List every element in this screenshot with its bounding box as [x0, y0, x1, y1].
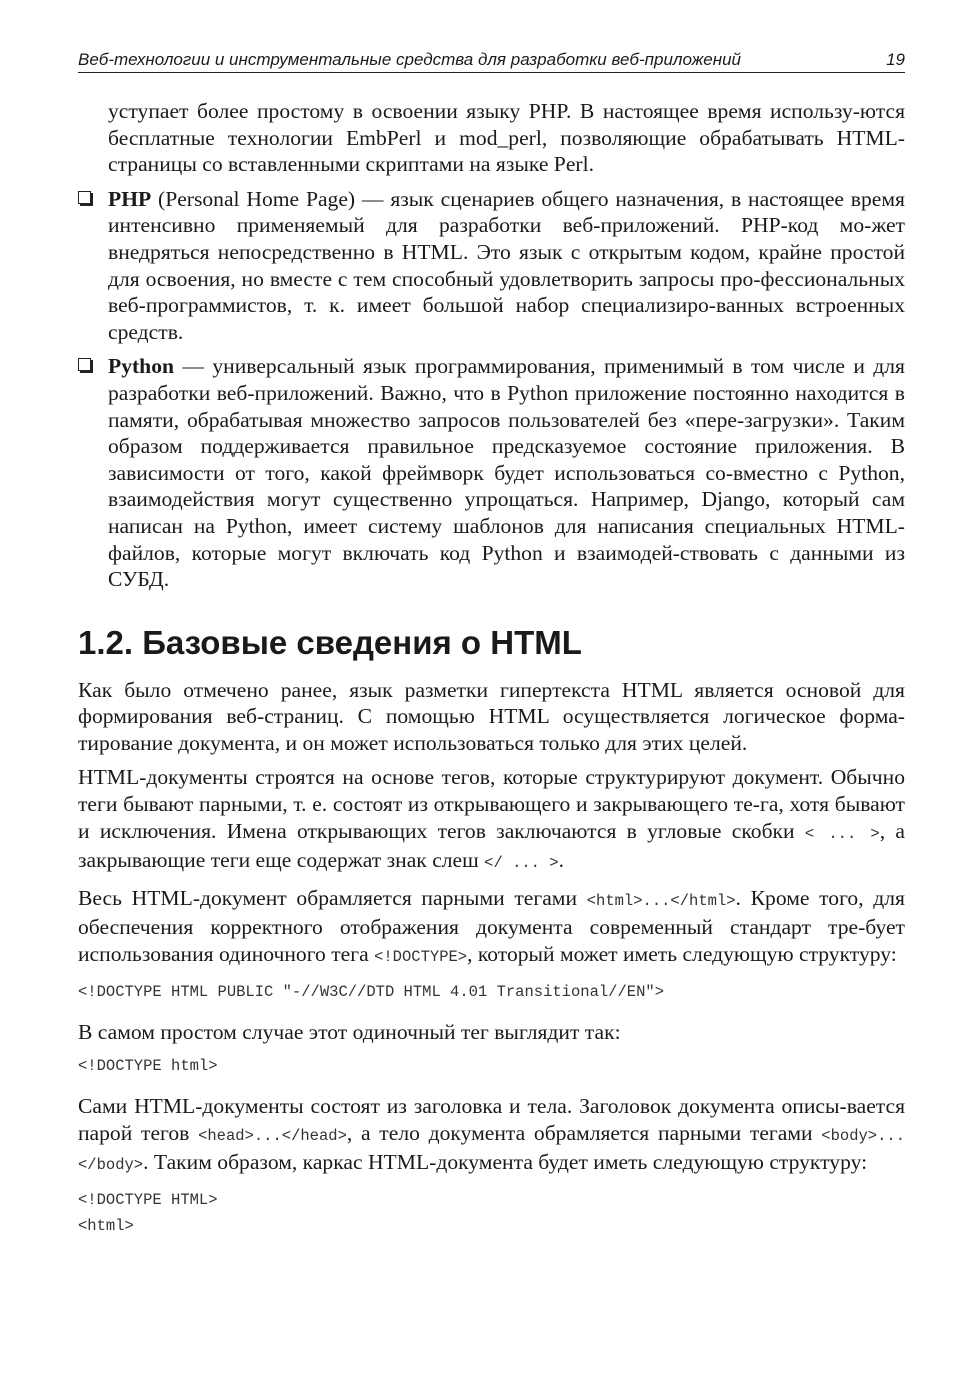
paragraph-text: HTML-документы строятся на основе тегов, которые структурируют документ. Обычно теги бывают парными, т. е. состоят из открывающего и закрывающего те-га, хотя бывают и исключения. Имена открывающих тегов заключаются в угловые скобки [78, 765, 905, 843]
inline-code: </ ... > [484, 854, 559, 873]
paragraph-text: , а закрывающие теги еще содержат знак слеш [78, 818, 905, 873]
paragraph [78, 1093, 905, 1179]
paragraph-text: . Таким образом, каркас HTML-документа будет иметь следующую структуру: [143, 1150, 868, 1175]
code-line: <html> [78, 1217, 134, 1235]
inline-code: < ... > [804, 824, 880, 843]
continued-paragraph: уступает более простому в освоении языку PHP. В настоящее время использу-ются бесплатные технологии EmbPerl и mod_perl, позволяющие обрабатывать HTML-страницы со вставленными скриптами на языке Perl. [108, 99, 905, 177]
inline-code: <!DOCTYPE> [374, 948, 468, 967]
inline-code: <head>...</head> [198, 1126, 347, 1145]
list-item-term: Python [108, 354, 174, 379]
document-body [78, 98, 905, 1239]
list-item-text: — универсальный язык программирования, применимый в том числе и для разработки веб-приложений. Важно, что в Python приложение постоянно находится в памяти, обрабатывая множество запросов пользователей без «пере-загрузки». Таким образом поддерживается правильное предсказуемое состояние приложения. В зависимости от того, какой фреймворк будет использоваться со-вместно с Python, взаимодействия могут существенно упрощаться. Например, Django, который сам написан на Python, имеет систему шаблонов для написания специальных HTML-файлов, которые могут включать код Python и взаимодей-ствовать с данными из СУБД. [108, 354, 905, 592]
paragraph-text: Сами HTML-документы состоят из заголовка и тела. Заголовок документа описы-вается парой тегов [78, 1094, 905, 1145]
running-header-title: Веб-технологии и инструментальные средства для разработки веб-приложений [78, 50, 741, 69]
paragraph [78, 764, 905, 876]
code-block [78, 1187, 905, 1239]
inline-code: <html>...</html> [586, 891, 736, 910]
list-item-term: PHP [108, 186, 152, 211]
inline-code: <body>...</body> [78, 1126, 906, 1175]
paragraph: Как было отмечено ранее, язык разметки гипертекста HTML является основой для формирования веб-страниц. С помощью HTML осуществляется логическое форма-тирование документа, и он может использоваться только для этих целей. [78, 677, 905, 755]
list-item-text: (Personal Home Page) — язык сценариев общего назначения, в настоящее время интенсивно применяемый для разработки веб-приложений. PHP-код мо-жет внедряться непосредственно в HTML. Это язык с открытым кодом, крайне простой для освоения, но вместе с тем способный удовлетворить запросы про-фессиональных веб-программистов, т. к. имеет большой набор специализиро-ванных встроенных средств. [108, 186, 905, 344]
code-block: <!DOCTYPE HTML PUBLIC "-//W3C//DTD HTML 4.01 Transitional//EN"> [78, 982, 664, 1001]
code-line: <!DOCTYPE HTML> [78, 1191, 218, 1209]
page-number: 19 [886, 50, 905, 69]
paragraph-text: . [558, 848, 564, 873]
section-heading: 1.2. Базовые сведения о HTML [78, 623, 582, 661]
paragraph-text: . Кроме того, для обеспечения корректного отображения документа современный стандарт тре-бует использования одиночного тега [78, 885, 905, 967]
list-item [78, 186, 905, 346]
checkbox-bullet-icon [78, 191, 91, 204]
running-header [78, 48, 905, 73]
list-item [78, 353, 905, 592]
paragraph: В самом простом случае этот одиночный тег выглядит так: [78, 1019, 621, 1044]
paragraph-text: , а тело документа обрамляется парными тегами [346, 1120, 822, 1145]
checkbox-bullet-icon [78, 358, 91, 371]
paragraph [78, 885, 905, 971]
paragraph-text: , который может иметь следующую структуру: [467, 942, 897, 967]
code-block: <!DOCTYPE html> [78, 1057, 218, 1076]
paragraph-text: Весь HTML-документ обрамляется парными тегами [78, 885, 587, 910]
